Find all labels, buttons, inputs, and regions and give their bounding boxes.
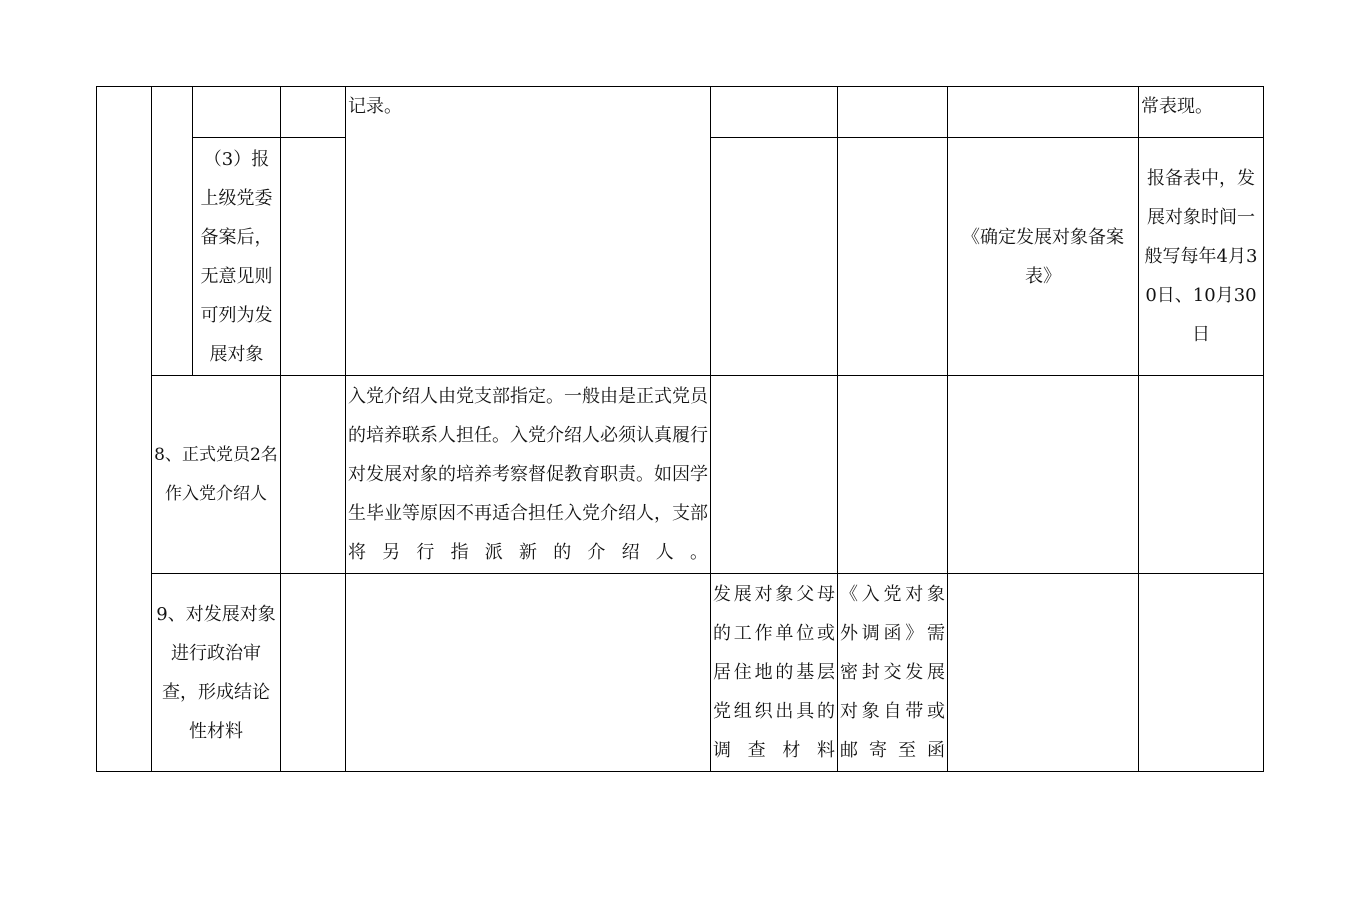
material-cell [711,87,838,138]
step-group-cell [152,87,193,376]
requirement-cell [346,376,711,574]
document-text: 《确定发展对象备案表》 [962,226,1124,287]
requirement-cell [346,574,711,772]
material-text: 发展对象父母的工作单位或居住地的基层党组织出具的调查材料 [713,584,835,761]
document-cell [948,138,1139,376]
material-cell [711,376,838,574]
time-cell [281,138,346,376]
remark-cell [1139,138,1264,376]
time-cell [281,376,346,574]
time-cell [281,574,346,772]
form-cell [838,87,948,138]
step-text: 9、对发展对象进行政治审查，形成结论性材料 [156,603,276,742]
step-text: 8、正式党员2名作入党介绍人 [154,444,278,504]
substep-text: （3）报上级党委备案后，无意见则可列为发展对象 [200,148,273,365]
form-text: 《入党对象外调函》需密封交发展对象自带或邮寄至函 [840,584,945,761]
table-row [97,87,1264,138]
process-table [96,86,1264,772]
requirement-text: 记录。 [348,96,402,117]
step-cell [152,574,281,772]
remark-text: 报备表中，发展对象时间一般写每年4月30日、10月30日 [1144,168,1258,345]
stage-cell [97,87,152,772]
requirement-text: 入党介绍人由党支部指定。一般由是正式党员的培养联系人担任。入党介绍人必须认真履行对发展对象的培养考察督促教育职责。如因学生毕业等原因不再适合担任入党介绍人，支部将另行指派新的介绍人。 [348,386,708,563]
table-row [97,574,1264,772]
document-cell [948,87,1139,138]
table-row [97,376,1264,574]
material-cell [711,138,838,376]
remark-text: 常表现。 [1141,96,1213,117]
requirement-cell [346,87,711,376]
time-cell [281,87,346,138]
material-cell [711,574,838,772]
remark-cell [1139,574,1264,772]
document-cell [948,574,1139,772]
document-cell [948,376,1139,574]
step-cell [152,376,281,574]
form-cell [838,376,948,574]
remark-cell [1139,376,1264,574]
form-cell [838,138,948,376]
substep-cell-empty [193,87,281,138]
form-cell [838,574,948,772]
substep-cell [193,138,281,376]
remark-cell [1139,87,1264,138]
